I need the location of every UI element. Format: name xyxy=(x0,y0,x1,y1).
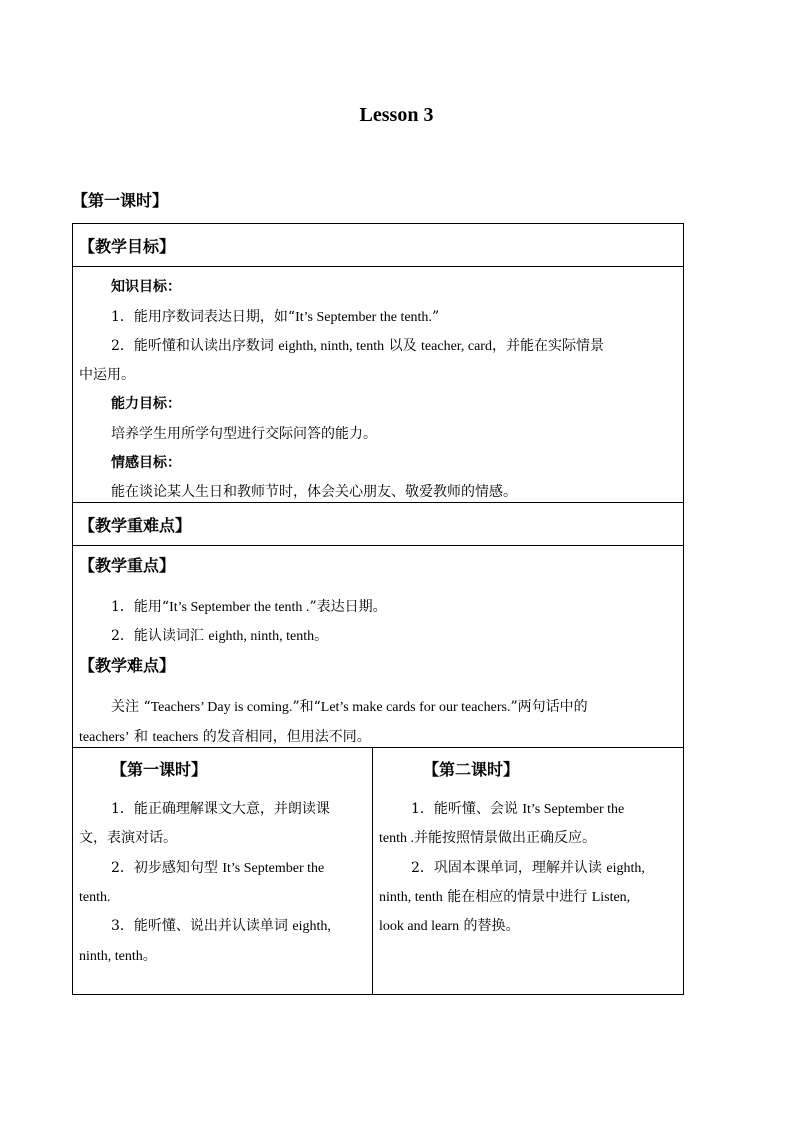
objectives-box xyxy=(72,223,684,503)
key-item-2: 2．能认读词汇 eighth, ninth, tenth。 xyxy=(111,628,329,644)
periods-box xyxy=(72,747,684,995)
second-period-line-2: tenth .并能按照情景做出正确反应。 xyxy=(379,830,596,846)
emotion-title: 情感目标： xyxy=(111,455,181,471)
second-period-cell xyxy=(373,748,683,994)
difficult-item-2: teachers’ 和 teachers 的发音相同，但用法不同。 xyxy=(79,729,371,745)
first-period-line-5: 3．能听懂、说出并认读单词 eighth, xyxy=(111,918,331,934)
key-difficult-body xyxy=(73,546,683,747)
difficult-header: 【教学难点】 xyxy=(79,656,176,675)
key-item-1: 1．能用“It’s September the tenth .”表达日期。 xyxy=(111,599,387,615)
ability-title: 能力目标： xyxy=(111,396,181,412)
section-label: 【第一课时】 xyxy=(72,191,169,210)
first-period-line-4: tenth. xyxy=(79,890,111,905)
ability-text: 培养学生用所学句型进行交际问答的能力。 xyxy=(111,426,377,442)
second-period-line-5: look and learn 的替换。 xyxy=(379,918,520,934)
page-title: Lesson 3 xyxy=(359,104,434,126)
knowledge-item-2-cont: 中运用。 xyxy=(79,367,135,383)
first-period-line-1: 1．能正确理解课文大意，并朗读课 xyxy=(111,801,330,817)
objectives-header: 【教学目标】 xyxy=(73,224,683,267)
key-difficult-header: 【教学重难点】 xyxy=(73,503,683,546)
second-period-line-4: ninth, tenth 能在相应的情景中进行 Listen, xyxy=(379,889,631,905)
difficult-item-1: 关注 “Teachers’ Day is coming.”和“Let’s make cards for our teachers.”两句话中的 xyxy=(111,699,588,715)
objectives-body xyxy=(73,267,683,502)
second-period-line-1: 1．能听懂、会说 It’s September the xyxy=(411,801,625,817)
emotion-text: 能在谈论某人生日和教师节时，体会关心朋友、敬爱教师的情感。 xyxy=(111,484,517,500)
key-header: 【教学重点】 xyxy=(79,556,176,575)
first-period-cell xyxy=(73,748,373,994)
first-period-line-6: ninth, tenth。 xyxy=(79,948,157,964)
first-period-line-3: 2．初步感知句型 It’s September the xyxy=(111,860,325,876)
knowledge-title: 知识目标： xyxy=(111,279,181,295)
first-period-header: 【第一课时】 xyxy=(111,760,208,779)
knowledge-item-1: 1．能用序数词表达日期，如“It’s September the tenth.” xyxy=(111,309,440,325)
second-period-line-3: 2．巩固本课单词，理解并认读 eighth, xyxy=(411,860,645,876)
second-period-header: 【第二课时】 xyxy=(423,760,520,779)
key-difficult-box xyxy=(72,502,684,748)
first-period-line-2: 文，表演对话。 xyxy=(79,830,177,846)
knowledge-item-2: 2．能听懂和认读出序数词 eighth, ninth, tenth 以及 teacher, card，并能在实际情景 xyxy=(111,338,604,354)
